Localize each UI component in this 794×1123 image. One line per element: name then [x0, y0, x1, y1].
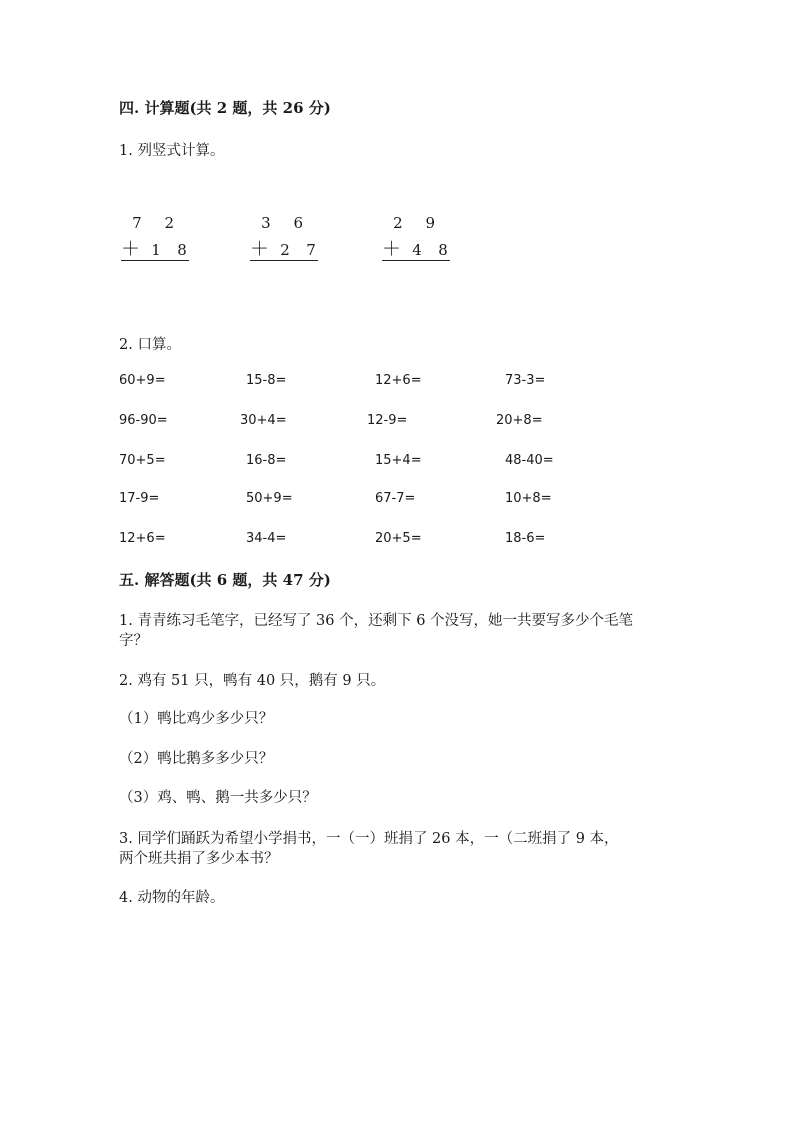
- oral-item: 20+8=: [496, 413, 543, 428]
- oral-item: 12+6=: [375, 373, 422, 388]
- vertical-bottom-row: [250, 240, 324, 259]
- oral-item: 50+9=: [246, 491, 293, 506]
- vertical-problem-1: [121, 214, 191, 266]
- oral-item: 10+8=: [505, 491, 552, 506]
- word-problem-1-line2: 字？: [119, 633, 148, 649]
- word-problem-3-line2: 两个班共捐了多少本书？: [119, 851, 279, 867]
- answer-line: [250, 260, 318, 261]
- vertical-problem-3: [382, 214, 452, 266]
- oral-item: 70+5=: [119, 453, 166, 468]
- oral-item: 96-90=: [119, 413, 168, 428]
- oral-item: 12-9=: [367, 413, 408, 428]
- section5-title: 五. 解答题(共 6 题，共 47 分): [119, 571, 331, 589]
- oral-item: 30+4=: [240, 413, 287, 428]
- plus-sign: ＋: [382, 238, 402, 260]
- vertical-top-number: 2 9: [393, 214, 444, 232]
- word-problem-4: 4. 动物的年龄。: [119, 890, 225, 906]
- vertical-top-number: 7 2: [132, 214, 183, 232]
- plus-sign: ＋: [121, 238, 141, 260]
- digit-ones: 8: [177, 241, 187, 259]
- word-problem-3-line1: 3. 同学们踊跃为希望小学捐书，一（一）班捐了 26 本，一（二班捐了 9 本，: [119, 831, 619, 847]
- digit-tens: 1: [151, 241, 161, 259]
- plus-sign: ＋: [250, 238, 270, 260]
- digit-ones: 8: [438, 241, 448, 259]
- oral-item: 73-3=: [505, 373, 546, 388]
- q2-label: 2. 口算。: [119, 337, 181, 353]
- oral-item: 17-9=: [119, 491, 160, 506]
- digit-tens: 4: [412, 241, 422, 259]
- word-problem-2-sub3: （3）鸡、鸭、鹅一共多少只？: [119, 790, 317, 806]
- vertical-problem-2: [250, 214, 320, 266]
- digit-tens: 2: [280, 241, 290, 259]
- oral-item: 60+9=: [119, 373, 166, 388]
- word-problem-2-sub1: （1）鸭比鸡少多少只？: [119, 711, 274, 727]
- vertical-bottom-row: [382, 240, 456, 259]
- oral-item: 15+4=: [375, 453, 422, 468]
- answer-line: [382, 260, 450, 261]
- word-problem-2-sub2: （2）鸭比鹅多多少只？: [119, 751, 274, 767]
- oral-item: 18-6=: [505, 531, 546, 546]
- oral-item: 15-8=: [246, 373, 287, 388]
- answer-line: [121, 260, 189, 261]
- vertical-bottom-row: [121, 240, 195, 259]
- word-problem-2: 2. 鸡有 51 只，鸭有 40 只，鹅有 9 只。: [119, 673, 386, 689]
- word-problem-1-line1: 1. 青青练习毛笔字，已经写了 36 个，还剩下 6 个没写，她一共要写多少个毛笔: [119, 613, 634, 629]
- oral-item: 16-8=: [246, 453, 287, 468]
- vertical-top-number: 3 6: [261, 214, 312, 232]
- digit-ones: 7: [306, 241, 316, 259]
- oral-item: 48-40=: [505, 453, 554, 468]
- oral-item: 20+5=: [375, 531, 422, 546]
- oral-item: 34-4=: [246, 531, 287, 546]
- oral-item: 67-7=: [375, 491, 416, 506]
- q1-label: 1. 列竖式计算。: [119, 143, 225, 159]
- section4-title: 四. 计算题(共 2 题，共 26 分): [119, 99, 331, 117]
- oral-item: 12+6=: [119, 531, 166, 546]
